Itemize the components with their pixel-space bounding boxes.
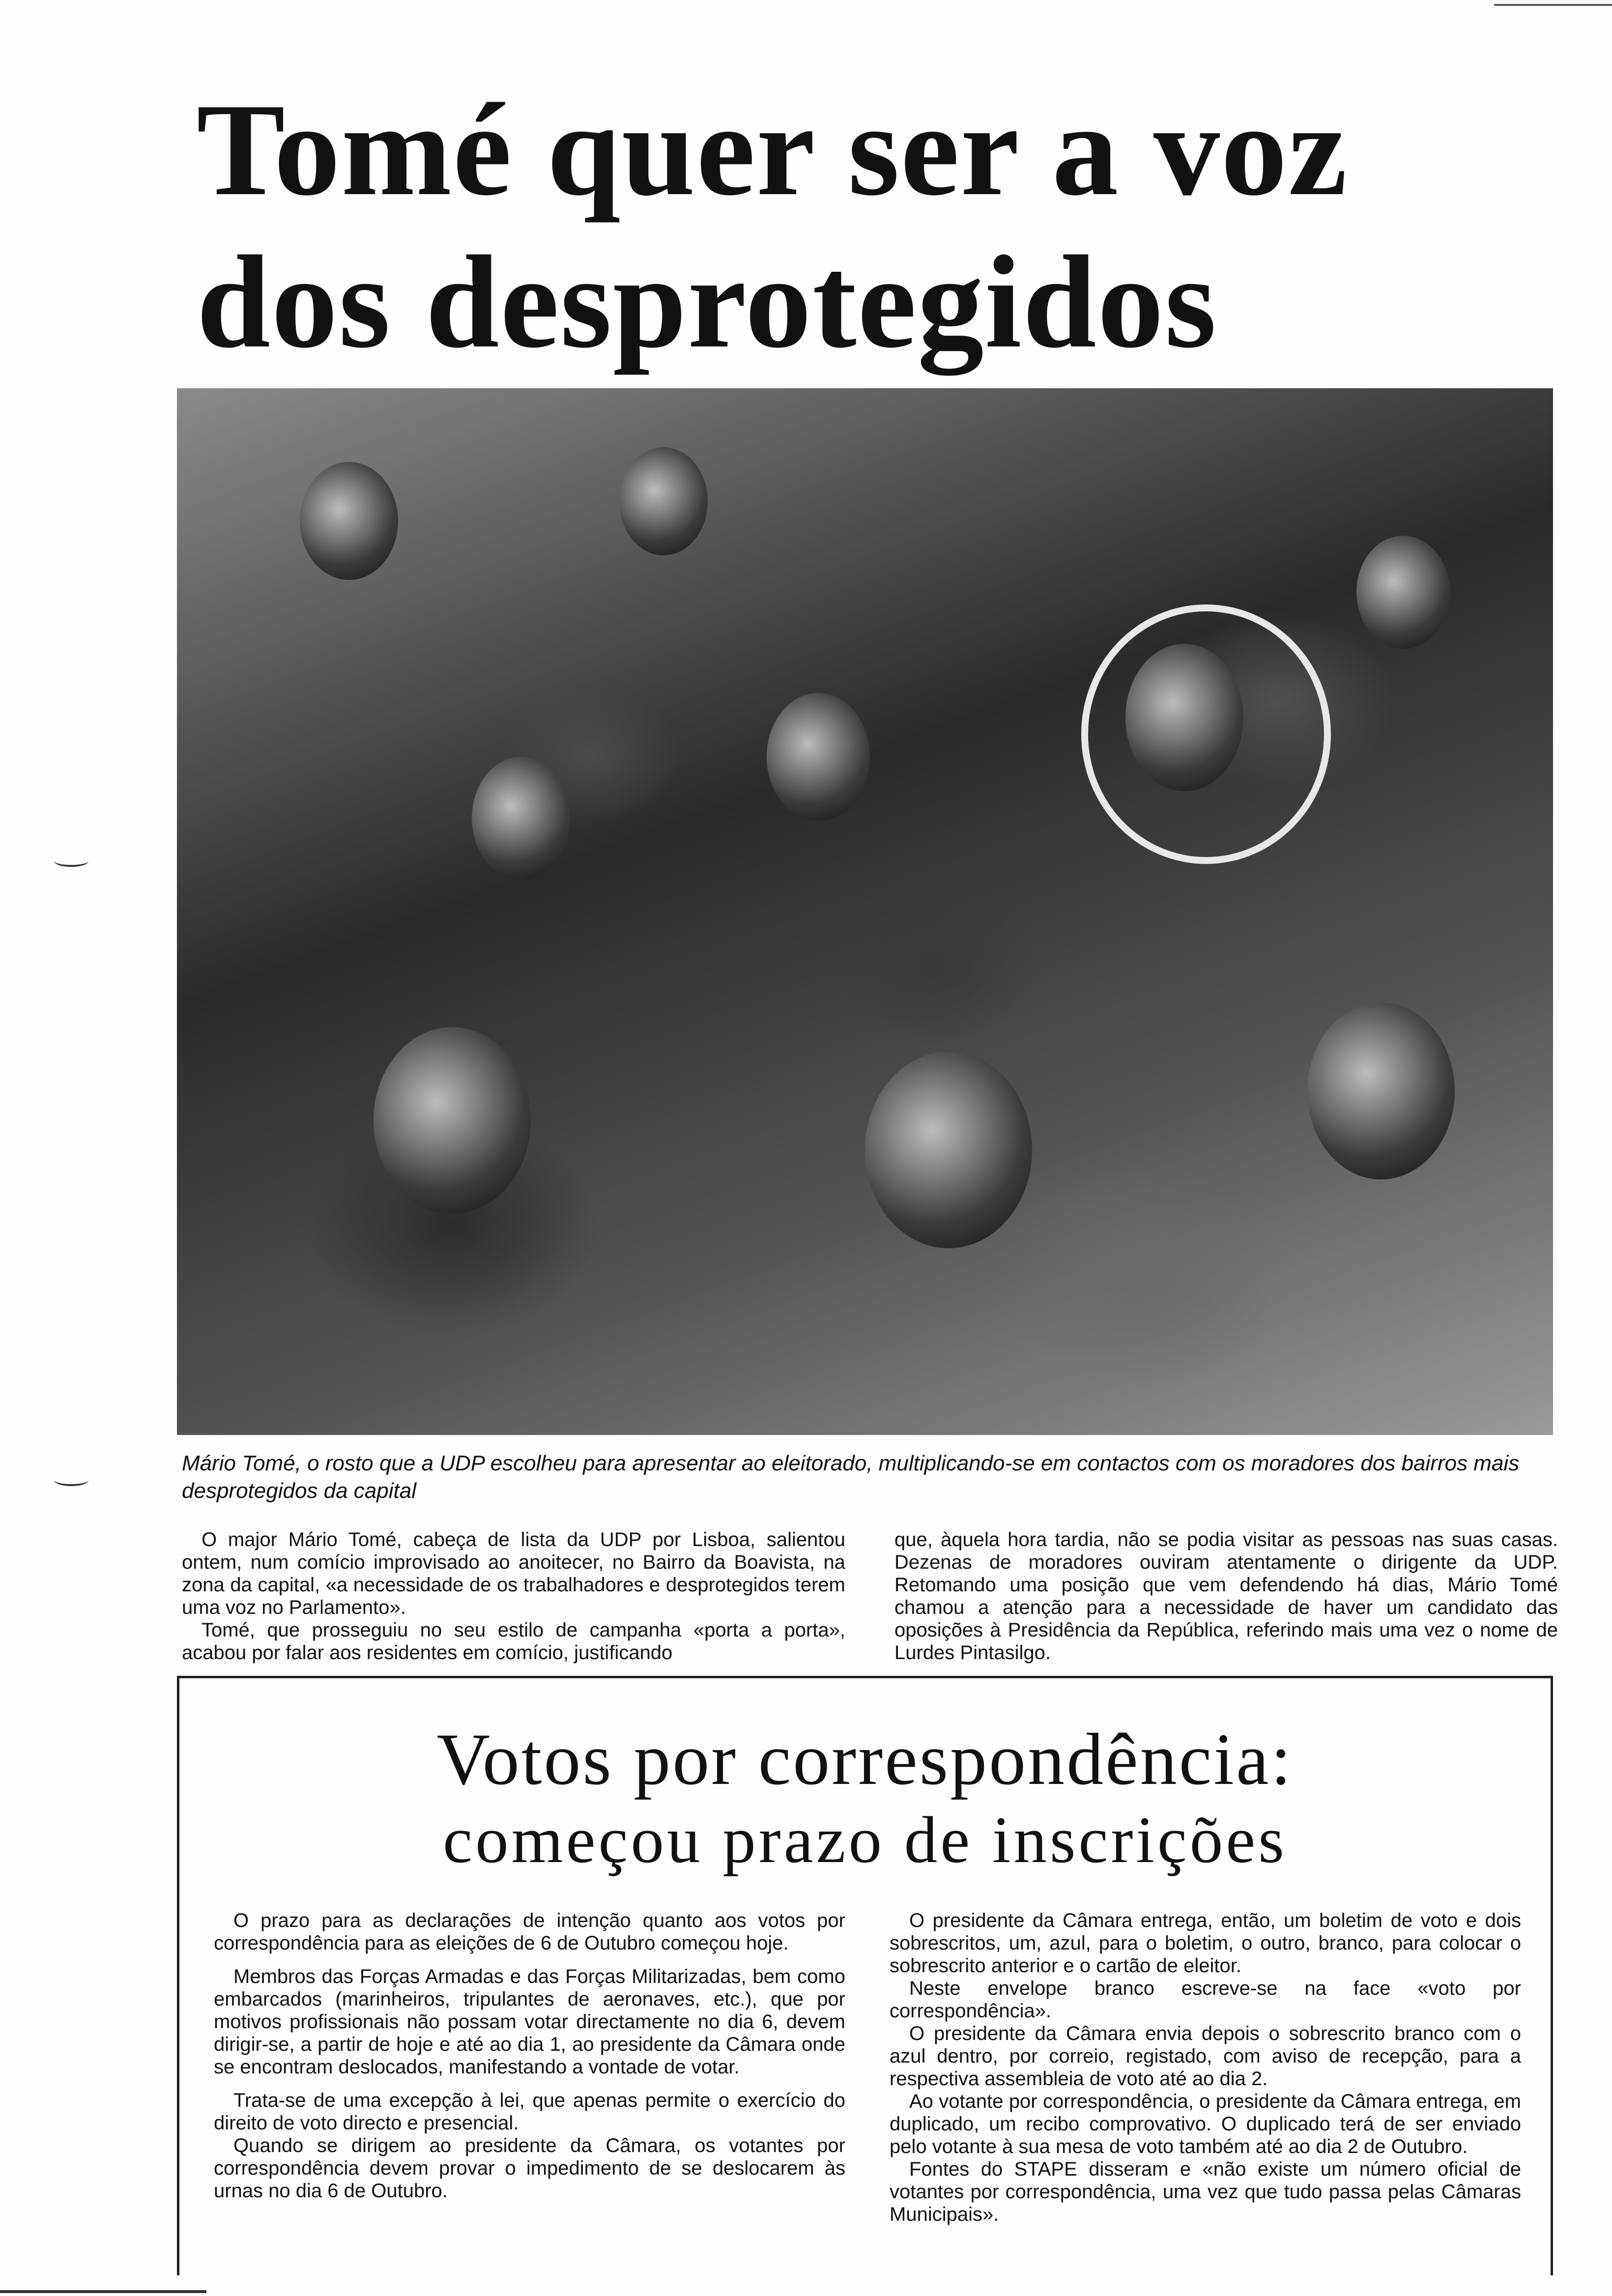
top-rule: [1494, 4, 1612, 6]
paragraph: Trata-se de uma excepção à lei, que apenas permite o exercício do direito de voto directo e presencial.: [214, 2090, 845, 2134]
article-tome-column-right: [894, 1528, 1558, 1664]
paragraph: Quando se dirigem ao presidente da Câmara, os votantes por correspondência devem provar o impedimento de se deslocarem às urnas no dia 6 de Outubro.: [214, 2135, 845, 2202]
paragraph: Fontes do STAPE disseram e «não existe um número oficial de votantes por correspondência, uma vez que tudo passa pelas Câmaras Municipais».: [890, 2158, 1521, 2225]
article-votos-column-right: [890, 1909, 1521, 2226]
crowd-head: [1307, 1003, 1455, 1179]
bottom-rule: [0, 2290, 206, 2293]
headline-line-2: dos desprotegidos: [197, 229, 1217, 375]
crowd-photo: [177, 388, 1553, 1435]
article-votos-title-line-1: Votos por correspondência:: [436, 1719, 1294, 1800]
article-tome: [182, 1528, 1558, 1664]
scan-mark: [54, 855, 88, 867]
crowd-head: [767, 693, 870, 821]
scan-mark: [54, 1474, 88, 1486]
crowd-head: [374, 1027, 531, 1214]
paragraph: O presidente da Câmara envia depois o sobrescrito branco com o azul dentro, por correio, registado, com aviso de recepção, para a respectiva assembleia de voto até ao dia 2.: [890, 2023, 1521, 2090]
photo-caption: Mário Tomé, o rosto que a UDP escolheu para apresentar ao eleitorado, multiplicando-se em contactos com os moradores dos bairros mais desprotegidos da capital: [182, 1451, 1520, 1503]
article-votos-title-line-2: começou prazo de inscrições: [443, 1804, 1287, 1877]
article-votos-column-left: [214, 1909, 845, 2226]
paragraph: O prazo para as declarações de intenção quanto aos votos por correspondência para as eleições de 6 de Outubro começou hoje.: [214, 1910, 845, 1954]
article-votos-title: [179, 1718, 1551, 1880]
paragraph: Neste envelope branco escreve-se na face «voto por correspondência».: [890, 1978, 1521, 2022]
headline-line-1: Tomé quer ser a voz: [197, 76, 1348, 223]
paragraph: Tomé, que prosseguiu no seu estilo de campanha «porta a porta», acabou por falar aos residentes em comício, justificando: [182, 1619, 845, 1664]
crowd-head: [1356, 536, 1450, 649]
headline: [197, 74, 1524, 378]
paragraph: que, àquela hora tardia, não se podia visitar as pessoas nas suas casas. Dezenas de moradores ouviram atentamente o dirigente da UDP. Retomando uma posição que vem defendendo há dias, Mário Tomé chamou a atenção para a necessidade de haver um candidato das oposições à Presidência da República, referindo mais uma vez o nome de Lurdes Pintasilgo.: [894, 1529, 1558, 1664]
crowd-head: [865, 1052, 1032, 1248]
paragraph: O major Mário Tomé, cabeça de lista da UDP por Lisboa, salientou ontem, num comício improvisado ao anoitecer, no Bairro da Boavista, na zona da capital, «a necessidade de os trabalhadores e desprotegidos terem uma voz no Parlamento».: [182, 1529, 845, 1618]
article-votos-box: [177, 1676, 1553, 2275]
paragraph: Ao votante por correspondência, o presidente da Câmara entrega, em duplicado, um recibo comprovativo. O duplicado terá de ser enviado pelo votante à sua mesa de voto também até ao dia 2 de Outubro.: [890, 2091, 1521, 2157]
article-tome-column-left: [182, 1528, 845, 1664]
paragraph: O presidente da Câmara entrega, então, um boletim de voto e dois sobrescritos, um, azul, para o boletim, o outro, branco, para colocar o sobrescrito anterior e o cartão de eleitor.: [890, 1910, 1521, 1977]
crowd-head: [472, 757, 570, 880]
highlight-circle: [1081, 604, 1331, 864]
article-votos-body: [214, 1909, 1521, 2226]
crowd-head: [300, 462, 398, 580]
paragraph: Membros das Forças Armadas e das Forças Militarizadas, bem como embarcados (marinheiros, tripulantes de aeronaves, etc.), que por motivos profissionais não possam votar directamente no dia 6, devem dirigir-se, a partir de hoje e até ao dia 1, ao presidente da Câmara onde se encontram deslocados, manifestando a vontade de votar.: [214, 1966, 845, 2078]
crowd-head: [619, 447, 708, 555]
